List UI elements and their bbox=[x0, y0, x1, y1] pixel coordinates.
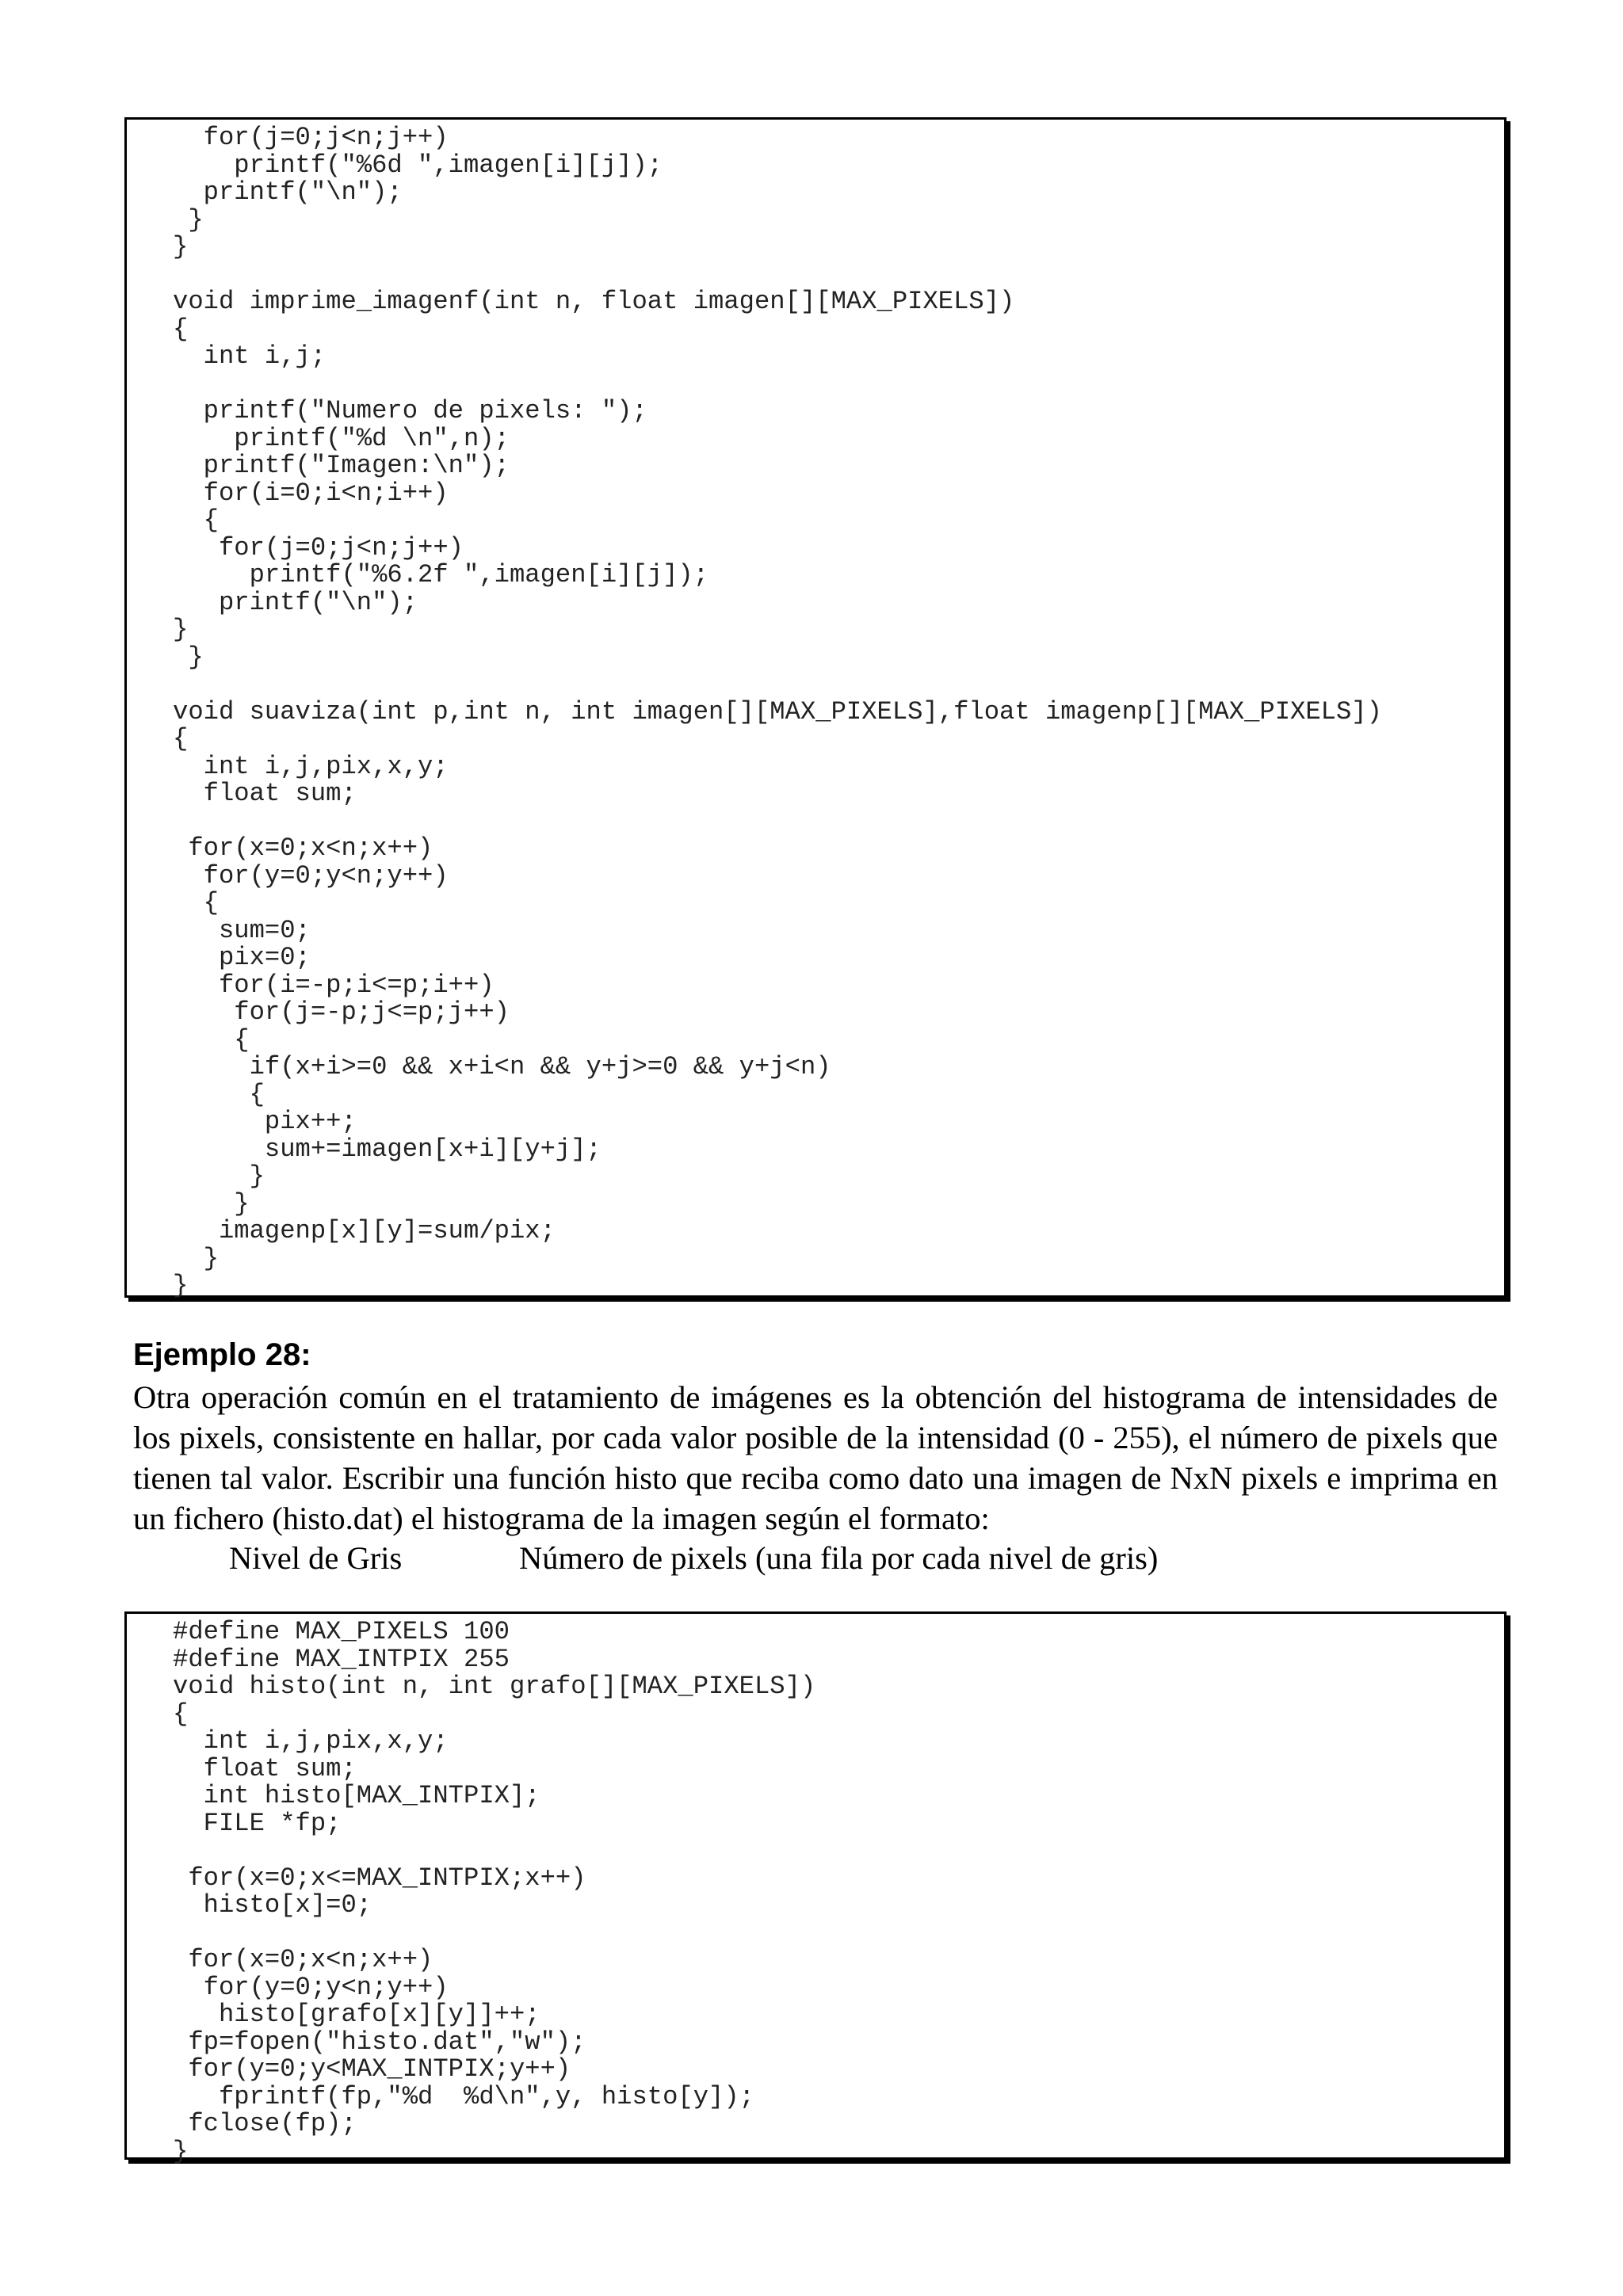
code-listing bbox=[173, 124, 1504, 1300]
code-line: printf("%6d ",imagen[i][j]); bbox=[173, 150, 663, 180]
code-line bbox=[173, 1837, 1504, 1865]
code-line bbox=[173, 261, 1504, 289]
code-line: int i,j,pix,x,y; bbox=[173, 751, 449, 781]
code-block-histo bbox=[124, 1611, 1507, 2166]
code-line: for(x=0;x<n;x++) bbox=[173, 1945, 433, 1974]
code-line: int i,j,pix,x,y; bbox=[173, 1726, 449, 1756]
code-line: for(i=0;i<n;i++) bbox=[173, 478, 449, 508]
code-line: { bbox=[173, 1079, 265, 1109]
code-line: { bbox=[173, 505, 219, 535]
code-line: pix=0; bbox=[173, 943, 311, 972]
code-line: float sum; bbox=[173, 779, 357, 808]
code-line: { bbox=[173, 314, 189, 344]
code-line: } bbox=[173, 1271, 189, 1300]
code-line: for(x=0;x<n;x++) bbox=[173, 833, 433, 863]
code-line: printf("\n"); bbox=[173, 177, 403, 207]
code-line: printf("%6.2f ",imagen[i][j]); bbox=[173, 560, 709, 589]
code-line: void histo(int n, int grafo[][MAX_PIXELS]) bbox=[173, 1672, 816, 1701]
code-line: printf("Numero de pixels: "); bbox=[173, 396, 647, 425]
code-line: printf("Imagen:\n"); bbox=[173, 451, 510, 480]
code-line: } bbox=[173, 642, 204, 672]
code-line: fp=fopen("histo.dat","w"); bbox=[173, 2027, 586, 2057]
code-line: } bbox=[173, 1161, 265, 1191]
code-line: } bbox=[173, 2136, 189, 2166]
code-line: int histo[MAX_INTPIX]; bbox=[173, 1781, 540, 1810]
format-label-gray-level: Nivel de Gris bbox=[229, 1540, 403, 1576]
code-line: { bbox=[173, 1699, 189, 1729]
code-line: } bbox=[173, 615, 189, 644]
code-line: for(j=-p;j<=p;j++) bbox=[173, 997, 510, 1027]
example-heading: Ejemplo 28: bbox=[133, 1337, 311, 1372]
code-listing bbox=[173, 1619, 1504, 2165]
code-line: for(y=0;y<n;y++) bbox=[173, 860, 449, 891]
example-paragraph: Otra operación común en el tratamiento de imágenes es la obtención del histograma de intensidades de los pixels, consistente en hallar, por cada valor posible de la intensidad (0 - 255), el número de pixels que tienen tal valor. Escribir una función histo que reciba como dato una imagen de NxN pixels e imprima en un fichero (histo.dat) el histograma de la imagen según el formato: bbox=[133, 1379, 1498, 1536]
code-line: { bbox=[173, 1024, 250, 1055]
code-line: pix++; bbox=[173, 1107, 357, 1136]
code-line: histo[x]=0; bbox=[173, 1890, 372, 1920]
code-line: #define MAX_INTPIX 255 bbox=[173, 1644, 510, 1674]
code-line: if(x+i>=0 && x+i<n && y+j>=0 && y+j<n) bbox=[173, 1052, 831, 1081]
format-label-pixel-count: Número de pixels (una fila por cada nivel de gris) bbox=[519, 1540, 1159, 1576]
code-line: } bbox=[173, 1188, 250, 1219]
code-line: void imprime_imagenf(int n, float imagen[][MAX_PIXELS]) bbox=[173, 287, 1015, 316]
code-line: int i,j; bbox=[173, 341, 327, 371]
code-line: FILE *fp; bbox=[173, 1808, 342, 1838]
code-line bbox=[173, 808, 1504, 836]
code-line: printf("%d \n",n); bbox=[173, 423, 510, 453]
code-line: } bbox=[173, 204, 204, 235]
code-line: { bbox=[173, 724, 189, 753]
code-line: printf("\n"); bbox=[173, 587, 418, 617]
code-line: fprintf(fp,"%d %d\n",y, histo[y]); bbox=[173, 2081, 754, 2111]
code-line: for(i=-p;i<=p;i++) bbox=[173, 970, 495, 1000]
code-line: { bbox=[173, 888, 219, 917]
code-line bbox=[173, 671, 1504, 699]
code-block-suaviza bbox=[124, 117, 1507, 1298]
code-line: sum+=imagen[x+i][y+j]; bbox=[173, 1134, 601, 1164]
code-line: float sum; bbox=[173, 1753, 357, 1783]
code-line: imagenp[x][y]=sum/pix; bbox=[173, 1216, 556, 1245]
code-line: for(y=0;y<n;y++) bbox=[173, 1972, 449, 2002]
code-line: #define MAX_PIXELS 100 bbox=[173, 1617, 510, 1646]
code-line: } bbox=[173, 232, 189, 261]
code-line: for(x=0;x<=MAX_INTPIX;x++) bbox=[173, 1863, 586, 1893]
code-line: for(j=0;j<n;j++) bbox=[173, 532, 464, 563]
code-line: sum=0; bbox=[173, 915, 311, 945]
code-line: for(j=0;j<n;j++) bbox=[173, 123, 449, 152]
code-line: histo[grafo[x][y]]++; bbox=[173, 2000, 540, 2029]
code-line: for(y=0;y<MAX_INTPIX;y++) bbox=[173, 2054, 571, 2084]
code-line: } bbox=[173, 1243, 219, 1273]
code-line: fclose(fp); bbox=[173, 2109, 357, 2138]
code-line bbox=[173, 371, 1504, 399]
code-line: void suaviza(int p,int n, int imagen[][MAX_PIXELS],float imagenp[][MAX_PIXELS]) bbox=[173, 696, 1382, 727]
code-line bbox=[173, 1920, 1504, 1947]
